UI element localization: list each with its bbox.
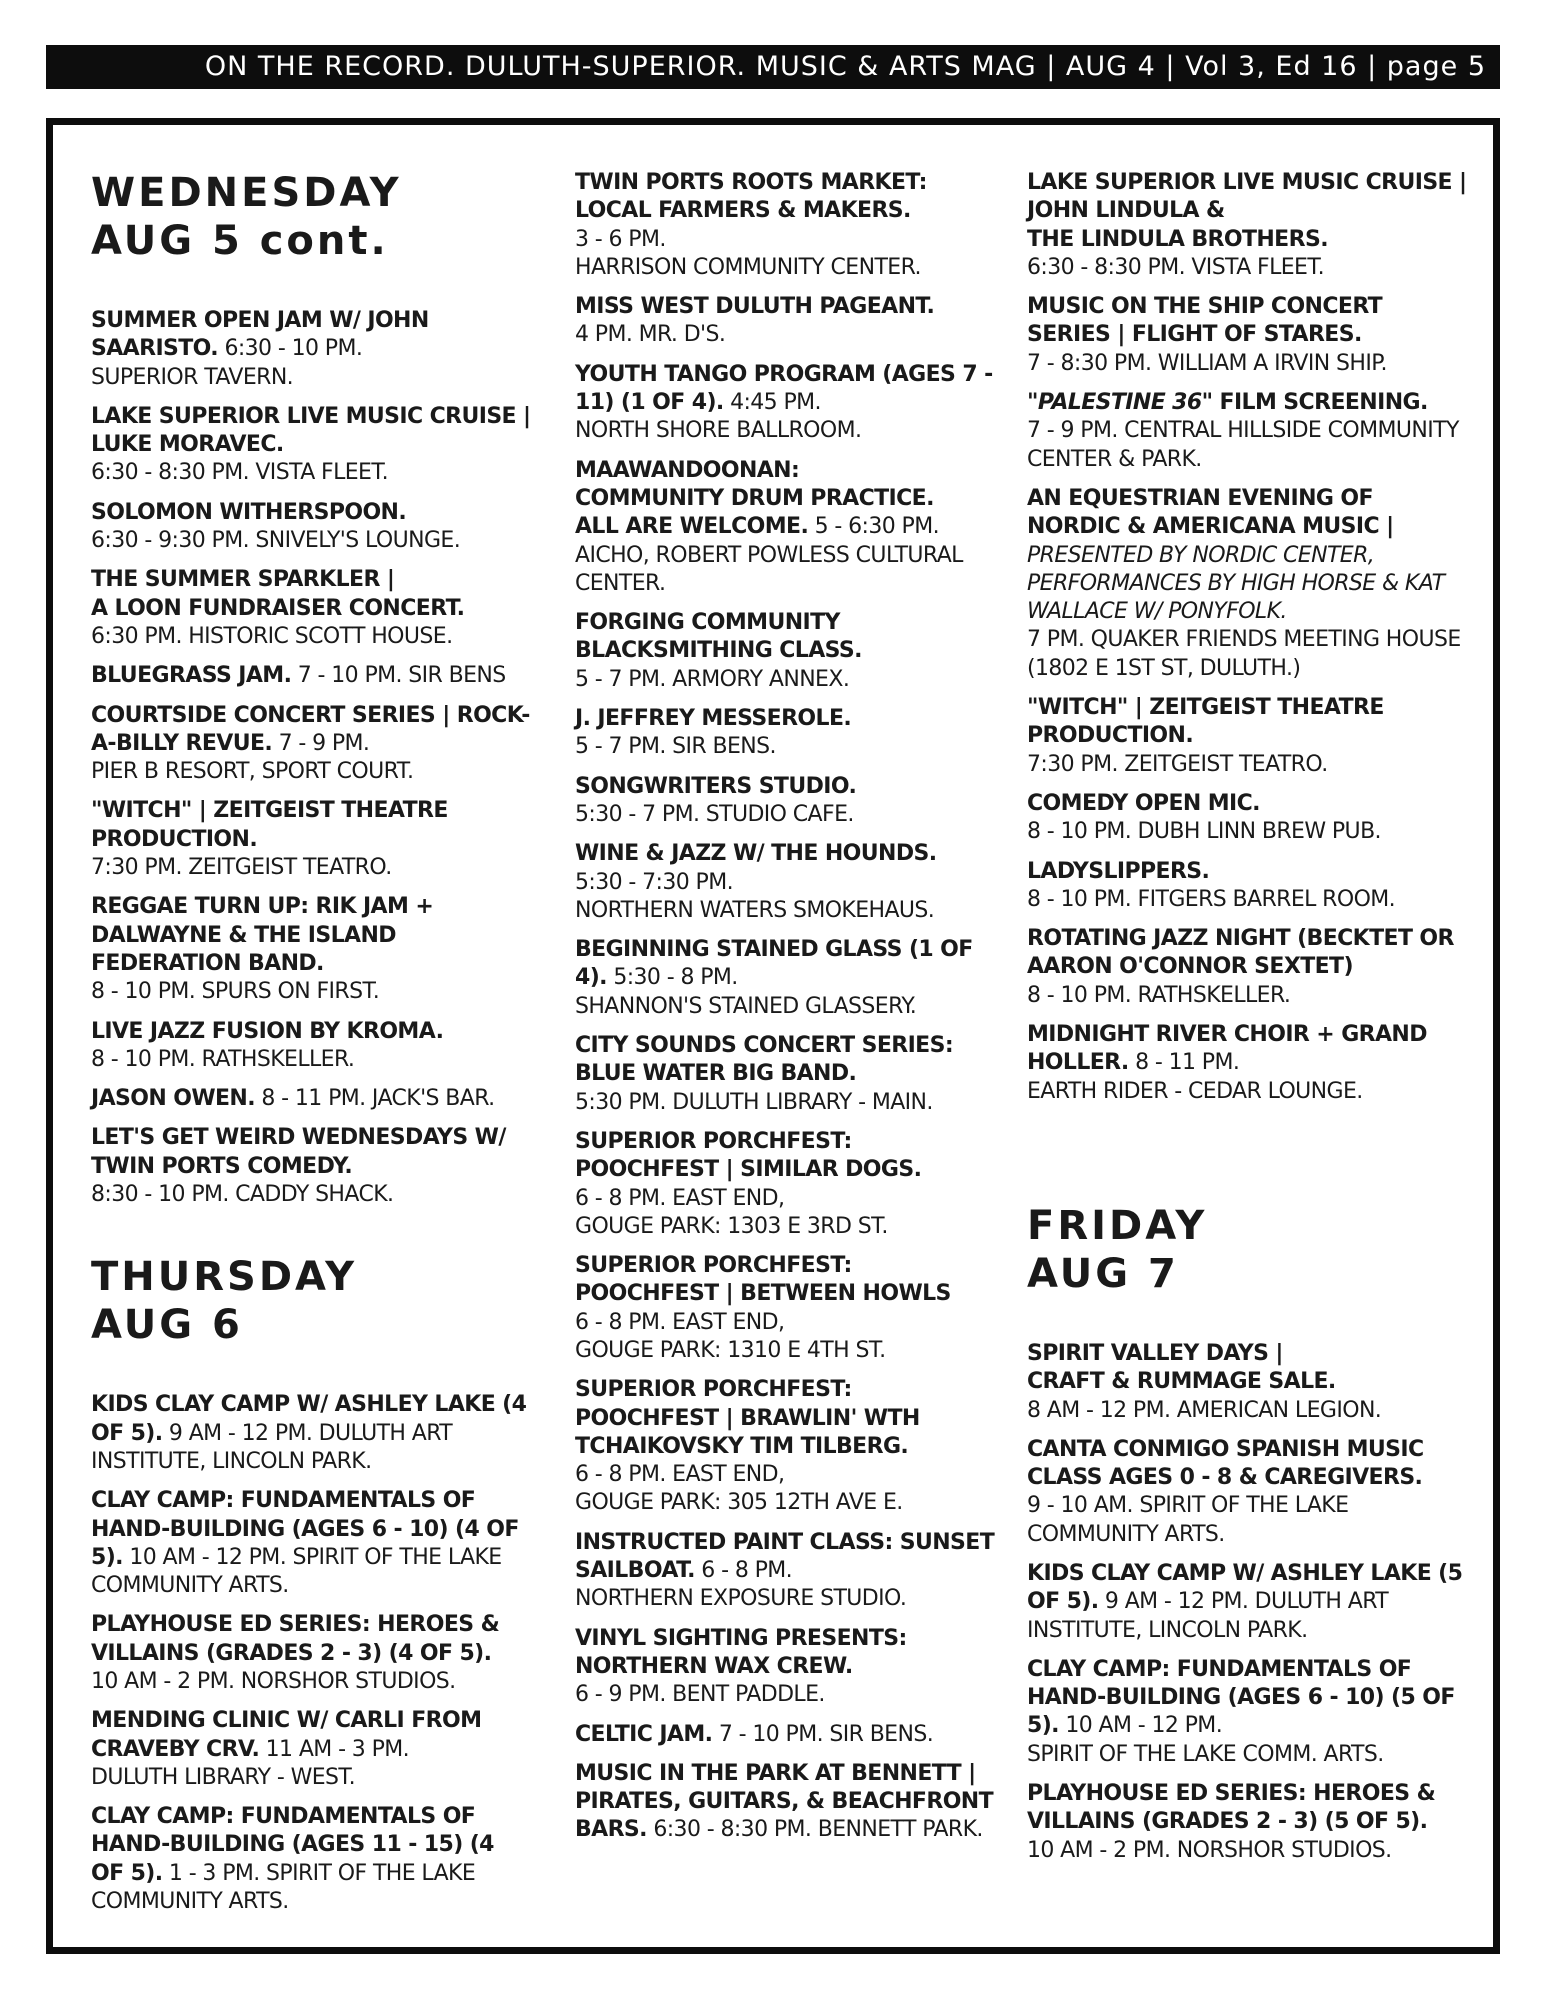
event-title: MENDING CLINIC W/ CARLI FROM CRAVEBY CRV. bbox=[91, 1708, 482, 1762]
event-title: CLAY CAMP: FUNDAMENTALS OF HAND-BUILDING (AGES 11 - 15) (4 OF 5). bbox=[91, 1804, 494, 1886]
event-title: POOCHFEST | SIMILAR DOGS. bbox=[575, 1157, 922, 1183]
event-title: LAKE SUPERIOR LIVE MUSIC CRUISE | LUKE MORAVEC. bbox=[91, 403, 531, 458]
event-listing bbox=[91, 1391, 531, 1476]
event-title: VINYL SIGHTING PRESENTS: NORTHERN WAX CREW. bbox=[575, 1625, 907, 1679]
event-details: 7 - 10 PM. SIR BENS. bbox=[712, 1721, 934, 1747]
event-title: "PALESTINE 36" bbox=[1027, 390, 1213, 416]
event-details: DULUTH LIBRARY - WEST. bbox=[91, 1764, 356, 1790]
event-title: J. JEFFREY MESSEROLE. bbox=[575, 706, 852, 732]
event-details: 10 AM - 12 PM. bbox=[1058, 1713, 1223, 1739]
event-title: CLAY CAMP: FUNDAMENTALS OF HAND-BUILDING (AGES 6 - 10) (5 OF 5). bbox=[1027, 1656, 1455, 1739]
event-title: MISS WEST DULUTH PAGEANT. bbox=[575, 294, 935, 320]
event-listing bbox=[575, 936, 995, 1021]
event-title: MAAWANDOONAN: bbox=[575, 457, 800, 483]
event-details: 5 - 6:30 PM. bbox=[808, 514, 939, 540]
event-listing bbox=[1027, 1780, 1467, 1865]
event-title: PLAYHOUSE ED SERIES: HEROES & VILLAINS (GRADES 2 - 3) (4 OF 5). bbox=[91, 1612, 500, 1666]
event-title: SPIRIT VALLEY DAYS | bbox=[1027, 1340, 1283, 1366]
event-details: 6:30 - 8:30 PM. BENNETT PARK. bbox=[646, 1817, 983, 1843]
event-title: CELTIC JAM. bbox=[575, 1721, 713, 1747]
column-3 bbox=[1027, 169, 1467, 1876]
event-listing bbox=[575, 1252, 995, 1365]
event-listing bbox=[91, 1018, 531, 1075]
page-header: ON THE RECORD. DULUTH-SUPERIOR. MUSIC & ARTS MAG | AUG 4 | Vol 3, Ed 16 | page 5 bbox=[46, 45, 1500, 89]
event-listing bbox=[91, 1124, 531, 1209]
event-details: 6:30 - 8:30 PM. VISTA FLEET. bbox=[1027, 254, 1324, 280]
event-listing bbox=[575, 609, 995, 694]
event-details: NORTH SHORE BALLROOM. bbox=[575, 418, 862, 444]
event-details: 3 - 6 PM. bbox=[575, 226, 666, 252]
event-details: 6 - 9 PM. BENT PADDLE. bbox=[575, 1682, 825, 1708]
event-listing bbox=[1027, 858, 1467, 915]
event-details: SUPERIOR TAVERN. bbox=[91, 364, 294, 390]
event-details: 6:30 PM. HISTORIC SCOTT HOUSE. bbox=[91, 623, 453, 649]
event-details: HARRISON COMMUNITY CENTER. bbox=[575, 254, 921, 280]
event-title: INSTRUCTED PAINT CLASS: SUNSET SAILBOAT. bbox=[575, 1529, 995, 1584]
event-details: 6 - 8 PM. bbox=[694, 1558, 793, 1584]
event-details: EARTH RIDER - CEDAR LOUNGE. bbox=[1027, 1078, 1363, 1104]
event-title: MUSIC IN THE PARK AT BENNETT | PIRATES, GUITARS, & BEACHFRONT BARS. bbox=[575, 1760, 994, 1843]
event-details: 8:30 - 10 PM. CADDY SHACK. bbox=[91, 1182, 394, 1208]
event-details: 7 - 10 PM. SIR BENS bbox=[291, 663, 506, 689]
event-listing bbox=[91, 893, 531, 1006]
event-title: CLAY CAMP: FUNDAMENTALS OF HAND-BUILDING (AGES 6 - 10) (4 OF 5). bbox=[91, 1488, 519, 1570]
event-details: SHANNON'S STAINED GLASSERY. bbox=[575, 993, 917, 1019]
event-details: GOUGE PARK: 1310 E 4TH ST. bbox=[575, 1337, 886, 1363]
event-title: REGGAE TURN UP: RIK JAM + DALWAYNE & THE ISLAND FEDERATION BAND. bbox=[91, 894, 434, 976]
event-title: CRAFT & RUMMAGE SALE. bbox=[1027, 1369, 1336, 1395]
event-listing bbox=[91, 307, 531, 392]
event-listing bbox=[91, 566, 531, 651]
day-date: AUG 6 bbox=[91, 1302, 243, 1349]
event-details: 1 - 3 PM. SPIRIT OF THE LAKE COMMUNITY ARTS. bbox=[91, 1860, 476, 1915]
event-details: 6 - 8 PM. EAST END, bbox=[575, 1462, 785, 1488]
event-listing bbox=[575, 457, 995, 598]
event-details: 5:30 - 7 PM. STUDIO CAFE. bbox=[575, 801, 854, 827]
event-listing bbox=[91, 1707, 531, 1792]
day-heading bbox=[91, 1253, 531, 1349]
day-name: FRIDAY bbox=[1027, 1202, 1208, 1249]
event-title: LET'S GET WEIRD WEDNESDAYS W/ TWIN PORTS COMEDY. bbox=[91, 1125, 506, 1179]
day-date: AUG 5 cont. bbox=[91, 218, 389, 264]
event-title: COMEDY OPEN MIC. bbox=[1027, 790, 1260, 816]
event-listing bbox=[575, 1376, 995, 1517]
event-details: SPIRIT OF THE LAKE COMM. ARTS. bbox=[1027, 1741, 1384, 1767]
event-details: 7:30 PM. ZEITGEIST TEATRO. bbox=[91, 855, 392, 881]
event-details: 11 AM - 3 PM. bbox=[259, 1736, 410, 1762]
event-title: KIDS CLAY CAMP W/ ASHLEY LAKE (5 OF 5). bbox=[1027, 1560, 1463, 1615]
event-title: ROTATING JAZZ NIGHT (BECKTET OR AARON O'CONNOR SEXTET) bbox=[1027, 926, 1454, 980]
event-details: NORTHERN EXPOSURE STUDIO. bbox=[575, 1586, 907, 1612]
event-listing bbox=[1027, 790, 1467, 847]
event-details: 4 PM. MR. D'S. bbox=[575, 322, 726, 348]
event-listing bbox=[575, 1032, 995, 1117]
event-listing bbox=[575, 840, 995, 925]
event-details: 7:30 PM. ZEITGEIST TEATRO. bbox=[1027, 751, 1328, 777]
event-title: BEGINNING STAINED GLASS (1 OF 4). bbox=[575, 937, 973, 991]
event-title: FILM SCREENING. bbox=[1212, 390, 1428, 416]
event-listing bbox=[91, 1611, 531, 1696]
event-listing bbox=[575, 169, 995, 282]
event-title: MUSIC ON THE SHIP CONCERT SERIES | FLIGHT OF STARES. bbox=[1027, 294, 1383, 348]
event-title: LADYSLIPPERS. bbox=[1027, 858, 1210, 884]
event-details: 10 AM - 2 PM. NORSHOR STUDIOS. bbox=[1027, 1837, 1392, 1863]
event-listing bbox=[91, 797, 531, 882]
event-details: 8 - 11 PM. JACK'S BAR. bbox=[255, 1086, 495, 1112]
event-title: COMMUNITY DRUM PRACTICE. bbox=[575, 485, 934, 511]
event-listing bbox=[91, 1803, 531, 1916]
event-title: CITY SOUNDS CONCERT SERIES: BLUE WATER BIG BAND. bbox=[575, 1033, 954, 1087]
day-name: WEDNESDAY bbox=[91, 170, 402, 216]
event-title: JASON OWEN. bbox=[91, 1086, 255, 1112]
event-listing bbox=[91, 403, 531, 488]
event-details: 8 - 10 PM. RATHSKELLER. bbox=[1027, 982, 1291, 1008]
event-title: YOUTH TANGO PROGRAM (AGES 7 - 11) (1 OF 4). bbox=[575, 361, 993, 416]
event-details: 5 - 7 PM. ARMORY ANNEX. bbox=[575, 666, 850, 692]
event-title: KIDS CLAY CAMP W/ ASHLEY LAKE (4 OF 5). bbox=[91, 1392, 527, 1446]
event-details: GOUGE PARK: 1303 E 3RD ST. bbox=[575, 1213, 888, 1239]
event-details: 6:30 - 8:30 PM. VISTA FLEET. bbox=[91, 460, 388, 486]
event-listing bbox=[91, 1487, 531, 1600]
event-details: GOUGE PARK: 305 12TH AVE E. bbox=[575, 1490, 903, 1516]
event-details: 9 AM - 12 PM. DULUTH ART INSTITUTE, LINCOLN PARK. bbox=[1027, 1589, 1389, 1643]
event-listing bbox=[1027, 389, 1467, 474]
event-title: A LOON FUNDRAISER CONCERT. bbox=[91, 595, 465, 621]
event-details: 8 - 10 PM. SPURS ON FIRST. bbox=[91, 979, 380, 1005]
event-listing bbox=[1027, 1436, 1467, 1549]
event-title: AN EQUESTRIAN EVENING OF NORDIC & AMERICANA MUSIC | bbox=[1027, 485, 1394, 540]
event-title: SOLOMON WITHERSPOON. bbox=[91, 499, 407, 525]
event-title: PLAYHOUSE ED SERIES: HEROES & VILLAINS (GRADES 2 - 3) (5 OF 5). bbox=[1027, 1781, 1436, 1835]
event-title: SUMMER OPEN JAM W/ JOHN SAARISTO. bbox=[91, 308, 429, 362]
event-listing bbox=[575, 1760, 995, 1845]
event-details: 5:30 - 8 PM. bbox=[606, 965, 738, 991]
event-details: 5:30 - 7:30 PM. bbox=[575, 869, 733, 895]
event-title: MIDNIGHT RIVER CHOIR + GRAND HOLLER. bbox=[1027, 1022, 1427, 1076]
event-details: 4:45 PM. bbox=[723, 390, 821, 416]
event-details: 7 PM. QUAKER FRIENDS MEETING HOUSE (1802 E 1ST ST, DULUTH.) bbox=[1027, 627, 1461, 681]
day-heading bbox=[91, 169, 531, 265]
column-2 bbox=[575, 169, 995, 1856]
event-details: 8 AM - 12 PM. AMERICAN LEGION. bbox=[1027, 1397, 1382, 1423]
event-listing bbox=[91, 662, 531, 690]
event-title: SUPERIOR PORCHFEST: bbox=[575, 1253, 852, 1279]
event-listing bbox=[575, 773, 995, 830]
event-listing bbox=[1027, 485, 1467, 683]
event-details: 7 - 9 PM. bbox=[272, 730, 370, 756]
event-listing bbox=[91, 499, 531, 556]
event-title: ALL ARE WELCOME. bbox=[575, 514, 809, 540]
event-details: 6 - 8 PM. EAST END, bbox=[575, 1309, 785, 1335]
event-title: SUPERIOR PORCHFEST: bbox=[575, 1377, 852, 1403]
event-title: POOCHFEST | BRAWLIN' WTH TCHAIKOVSKY TIM TILBERG. bbox=[575, 1405, 920, 1459]
event-details: PIER B RESORT, SPORT COURT. bbox=[91, 759, 414, 785]
event-title: TWIN PORTS ROOTS MARKET: LOCAL FARMERS & MAKERS. bbox=[575, 170, 927, 224]
event-title: WINE & JAZZ W/ THE HOUNDS. bbox=[575, 841, 937, 867]
event-listing bbox=[1027, 1340, 1467, 1425]
event-listing bbox=[91, 702, 531, 787]
event-listing bbox=[1027, 1656, 1467, 1769]
event-listing bbox=[1027, 169, 1467, 282]
event-listing bbox=[575, 1721, 995, 1749]
event-listing bbox=[1027, 1021, 1467, 1106]
event-details: 6 - 8 PM. EAST END, bbox=[575, 1185, 785, 1211]
event-details: 10 AM - 12 PM. SPIRIT OF THE LAKE COMMUNITY ARTS. bbox=[91, 1544, 502, 1599]
event-listing bbox=[91, 1085, 531, 1113]
event-details: 10 AM - 2 PM. NORSHOR STUDIOS. bbox=[91, 1668, 456, 1694]
event-details: 6:30 - 9:30 PM. SNIVELY'S LOUNGE. bbox=[91, 528, 461, 554]
event-title: LIVE JAZZ FUSION BY KROMA. bbox=[91, 1018, 444, 1044]
event-details: 7 - 9 PM. CENTRAL HILLSIDE COMMUNITY CENTER & PARK. bbox=[1027, 418, 1459, 472]
event-details: 8 - 10 PM. DUBH LINN BREW PUB. bbox=[1027, 819, 1381, 845]
event-title: THE LINDULA BROTHERS. bbox=[1027, 226, 1328, 252]
event-details: 7 - 8:30 PM. WILLIAM A IRVIN SHIP. bbox=[1027, 350, 1387, 376]
event-listing bbox=[575, 1625, 995, 1710]
day-heading bbox=[1027, 1202, 1467, 1298]
event-details: 6:30 - 10 PM. bbox=[218, 336, 363, 362]
event-title: BLUEGRASS JAM. bbox=[91, 663, 292, 689]
event-title: POOCHFEST | BETWEEN HOWLS bbox=[575, 1281, 951, 1307]
event-title: THE SUMMER SPARKLER | bbox=[91, 567, 395, 593]
event-details: 5:30 PM. DULUTH LIBRARY - MAIN. bbox=[575, 1089, 933, 1115]
day-date: AUG 7 bbox=[1027, 1250, 1179, 1297]
event-details: 8 - 11 PM. bbox=[1128, 1050, 1240, 1076]
event-listing bbox=[575, 1128, 995, 1241]
event-listing bbox=[575, 293, 995, 350]
event-listing bbox=[1027, 1560, 1467, 1645]
event-details: NORTHERN WATERS SMOKEHAUS. bbox=[575, 897, 935, 923]
event-title: SONGWRITERS STUDIO. bbox=[575, 773, 857, 799]
event-details: 8 - 10 PM. FITGERS BARREL ROOM. bbox=[1027, 886, 1396, 912]
event-details: 8 - 10 PM. RATHSKELLER. bbox=[91, 1046, 355, 1072]
event-listing bbox=[575, 705, 995, 762]
event-title: LAKE SUPERIOR LIVE MUSIC CRUISE | JOHN LINDULA & bbox=[1027, 170, 1467, 224]
event-details: 9 - 10 AM. SPIRIT OF THE LAKE COMMUNITY ARTS. bbox=[1027, 1493, 1349, 1547]
event-title: COURTSIDE CONCERT SERIES | ROCK-A-BILLY REVUE. bbox=[91, 702, 530, 756]
event-title: CANTA CONMIGO SPANISH MUSIC CLASS AGES 0 - 8 & CAREGIVERS. bbox=[1027, 1436, 1424, 1491]
event-details: AICHO, ROBERT POWLESS CULTURAL CENTER. bbox=[575, 542, 963, 596]
listings-frame bbox=[46, 118, 1500, 1954]
event-listing bbox=[575, 361, 995, 446]
event-listing bbox=[1027, 694, 1467, 779]
event-listing bbox=[1027, 293, 1467, 378]
event-details: 5 - 7 PM. SIR BENS. bbox=[575, 734, 776, 760]
event-listing bbox=[575, 1529, 995, 1614]
event-title: FORGING COMMUNITY BLACKSMITHING CLASS. bbox=[575, 610, 862, 664]
event-title: "WITCH" | ZEITGEIST THEATRE PRODUCTION. bbox=[91, 798, 448, 852]
event-details: 9 AM - 12 PM. DULUTH ART INSTITUTE, LINCOLN PARK. bbox=[91, 1420, 453, 1474]
event-presenter: PRESENTED BY NORDIC CENTER, PERFORMANCES BY HIGH HORSE & KAT WALLACE W/ PONYFOLK. bbox=[1027, 542, 1445, 625]
column-1 bbox=[91, 169, 531, 1927]
event-listing bbox=[1027, 925, 1467, 1010]
event-title: SUPERIOR PORCHFEST: bbox=[575, 1128, 852, 1154]
day-name: THURSDAY bbox=[91, 1254, 358, 1301]
event-title: "WITCH" | ZEITGEIST THEATRE PRODUCTION. bbox=[1027, 695, 1384, 749]
